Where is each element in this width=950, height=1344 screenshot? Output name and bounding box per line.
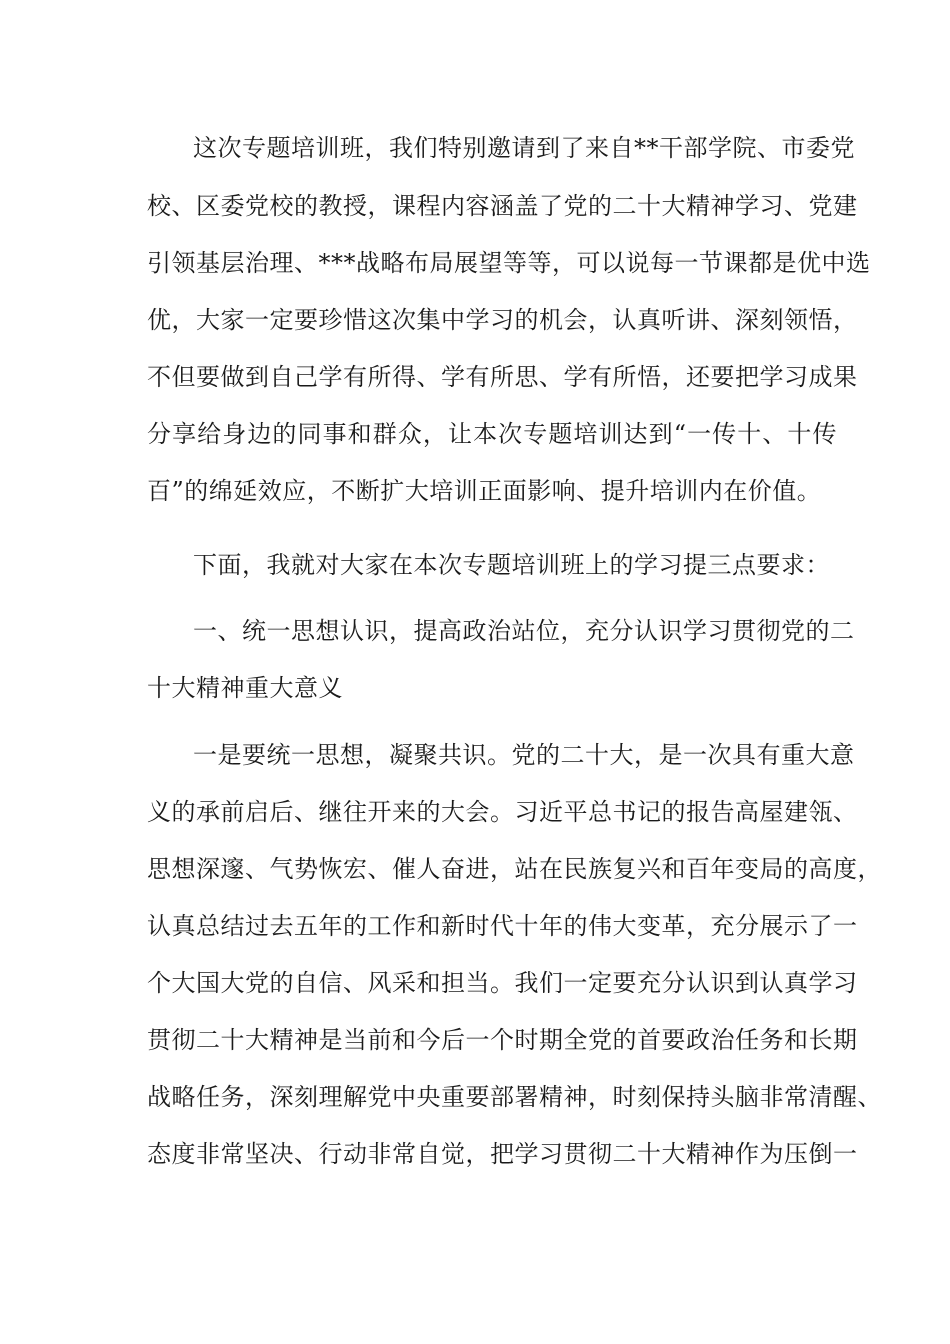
paragraph-3-line-1: 一是要统一思想，凝聚共识。党的二十大，是一次具有重大意 [193, 741, 855, 769]
paragraph-3-line-7: 战略任务，深刻理解党中央重要部署精神，时刻保持头脑非常清醒、 [147, 1083, 882, 1111]
paragraph-1-line-7: 百”的绵延效应，不断扩大培训正面影响、提升培训内在价值。 [147, 477, 822, 505]
heading-1-line-2: 十大精神重大意义 [147, 674, 343, 702]
paragraph-2-line-1: 下面，我就对大家在本次专题培训班上的学习提三点要求： [193, 551, 830, 579]
paragraph-1-line-6: 分享给身边的同事和群众，让本次专题培训达到“一传十、十传 [147, 420, 837, 448]
paragraph-3-line-3: 思想深邃、气势恢宏、催人奋进，站在民族复兴和百年变局的高度， [147, 855, 882, 883]
paragraph-3-line-5: 个大国大党的自信、风采和担当。我们一定要充分认识到认真学习 [147, 969, 858, 997]
paragraph-1-line-4: 优，大家一定要珍惜这次集中学习的机会，认真听讲、深刻领悟， [147, 306, 858, 334]
paragraph-3-line-8: 态度非常坚决、行动非常自觉，把学习贯彻二十大精神作为压倒一 [147, 1140, 858, 1168]
paragraph-3-line-4: 认真总结过去五年的工作和新时代十年的伟大变革，充分展示了一 [147, 912, 858, 940]
paragraph-3-line-2: 义的承前启后、继往开来的大会。习近平总书记的报告高屋建瓴、 [147, 798, 858, 826]
paragraph-1-line-1: 这次专题培训班，我们特别邀请到了来自**干部学院、市委党 [193, 134, 855, 162]
paragraph-1-line-3: 引领基层治理、***战略布局展望等等，可以说每一节课都是优中选 [147, 249, 871, 277]
heading-1-line-1: 一、统一思想认识，提高政治站位，充分认识学习贯彻党的二 [193, 617, 855, 645]
paragraph-3-line-6: 贯彻二十大精神是当前和今后一个时期全党的首要政治任务和长期 [147, 1026, 858, 1054]
paragraph-1-line-5: 不但要做到自己学有所得、学有所思、学有所悟，还要把学习成果 [147, 363, 858, 391]
paragraph-1-line-2: 校、区委党校的教授，课程内容涵盖了党的二十大精神学习、党建 [147, 192, 858, 220]
